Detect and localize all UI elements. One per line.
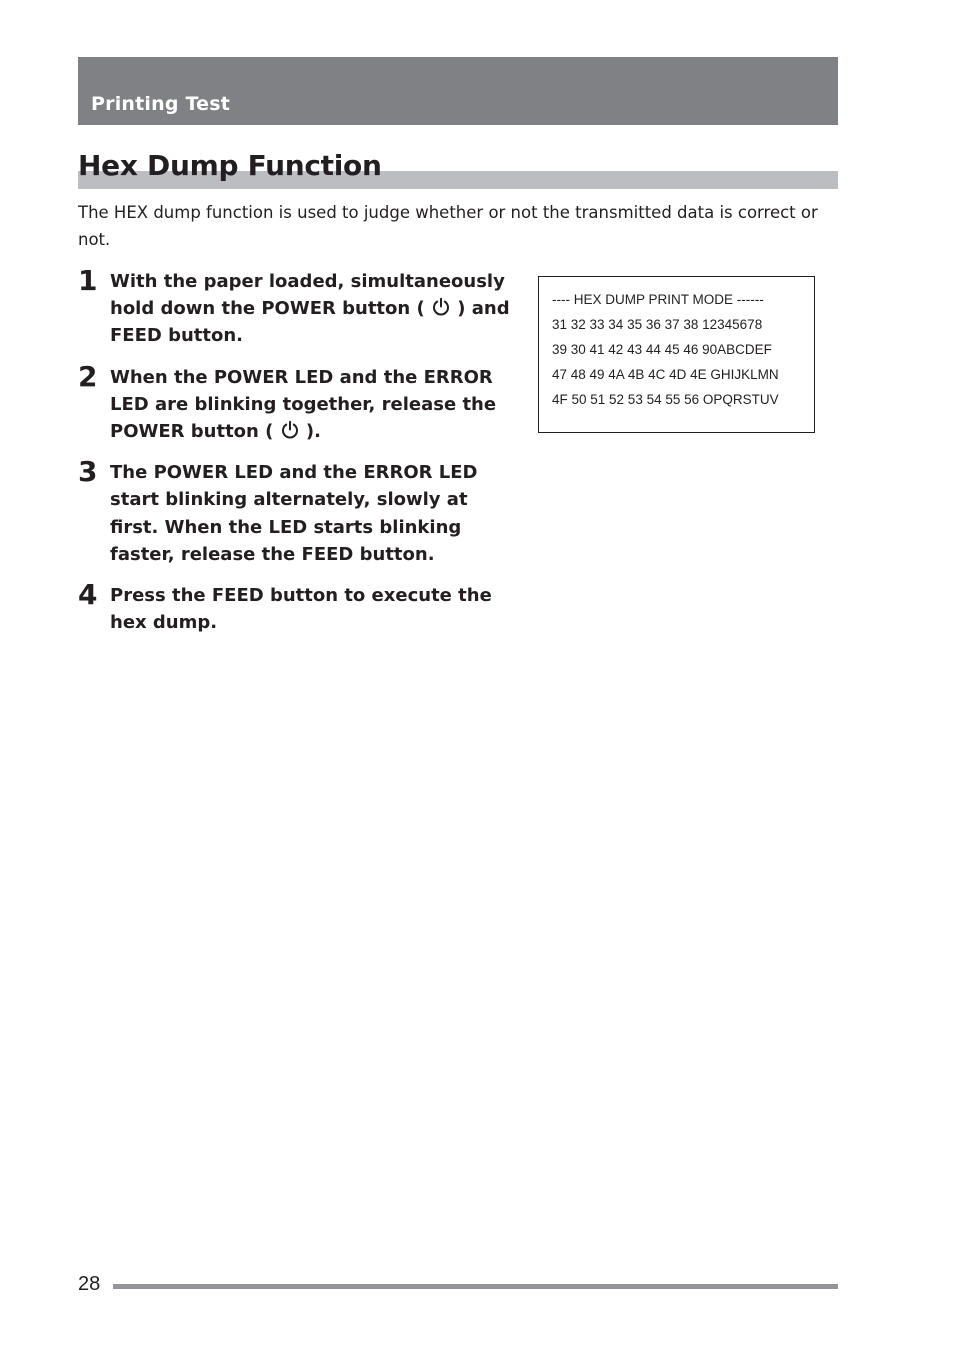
step-1 — [78, 264, 518, 350]
intro-paragraph: The HEX dump function is used to judge whether or not the transmitted data is correct or not. — [78, 203, 818, 249]
step-3 — [78, 455, 518, 568]
step-number: 2 — [78, 359, 98, 393]
step-text: Press the FEED button to execute the hex dump. — [110, 585, 492, 634]
step-text — [110, 268, 518, 350]
page-title: Hex Dump Function — [78, 149, 382, 182]
step-text-part: When the POWER LED and the ERROR LED are blinking together, release the POWER button ( — [110, 366, 497, 443]
power-icon — [280, 420, 300, 440]
hex-dump-header-line: ---- HEX DUMP PRINT MODE ------ — [552, 292, 764, 307]
power-icon — [431, 297, 451, 317]
hex-dump-line: 47 48 49 4A 4B 4C 4D 4E GHIJKLMN — [552, 367, 779, 382]
footer-rule — [113, 1284, 838, 1289]
section-header-band — [78, 57, 838, 125]
hex-dump-line: 31 32 33 34 35 36 37 38 12345678 — [552, 317, 763, 332]
step-text-part: ). — [305, 421, 321, 443]
step-text — [110, 364, 518, 446]
step-2 — [78, 359, 518, 446]
step-number: 1 — [78, 264, 98, 297]
step-4 — [78, 578, 518, 636]
step-text: The POWER LED and the ERROR LED start blinking alternately, slowly at first. When the LED starts blinking faster, release the FEED button. — [110, 462, 478, 565]
hex-dump-line: 39 30 41 42 43 44 45 46 90ABCDEF — [552, 342, 772, 357]
hex-dump-line: 4F 50 51 52 53 54 55 56 OPQRSTUV — [552, 392, 779, 407]
step-number: 3 — [78, 455, 98, 489]
section-label: Printing Test — [91, 93, 230, 115]
step-text-part: ) and FEED button. — [110, 298, 510, 347]
step-text-part: With the paper loaded, simultaneously hold down the POWER button ( — [110, 271, 505, 320]
page-number: 28 — [78, 1273, 101, 1295]
step-number: 4 — [78, 578, 98, 612]
hex-dump-sample — [538, 276, 815, 433]
steps-list — [78, 264, 518, 650]
